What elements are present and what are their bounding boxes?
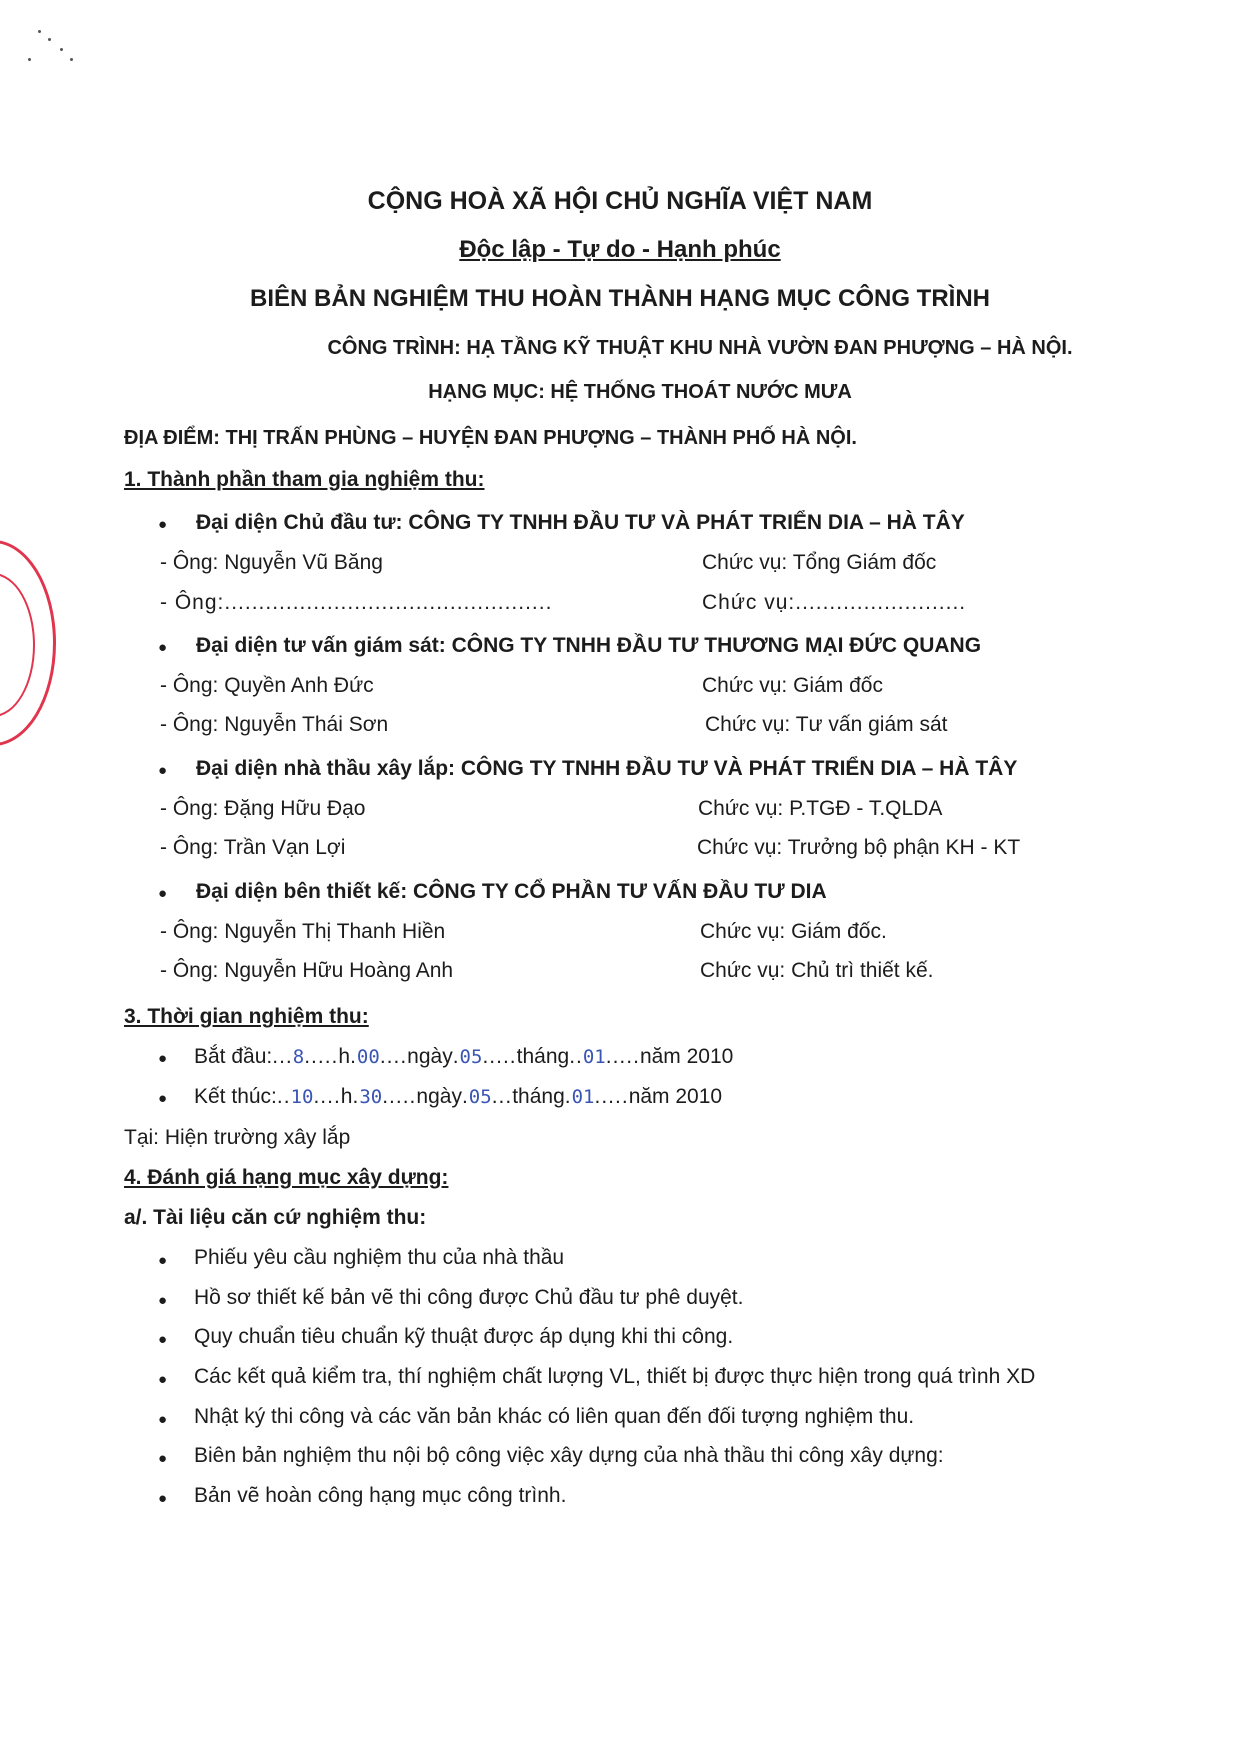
member-role: Chức vụ: P.TGĐ - T.QLDA <box>698 797 943 820</box>
scan-speck <box>38 30 41 33</box>
member-role: Chức vụ: Tư vấn giám sát <box>705 713 948 736</box>
day-label: ngày <box>416 1085 462 1108</box>
location: ĐỊA ĐIỂM: THỊ TRẤN PHÙNG – HUYỆN ĐAN PHƯỢNG – THÀNH PHỐ HÀ NỘI. <box>124 427 857 449</box>
end-label: Kết thúc: <box>194 1085 277 1108</box>
bullet-icon: ● <box>158 1252 168 1269</box>
start-month: 01 <box>582 1046 606 1068</box>
motto: Độc lập - Tự do - Hạnh phúc <box>459 236 781 263</box>
day-label: ngày <box>407 1045 453 1068</box>
member-name: - Ông: Nguyễn Hữu Hoàng Anh <box>160 959 454 982</box>
bullet-icon: ● <box>158 1490 168 1507</box>
member-role: Chức vụ: Chủ trì thiết kế. <box>700 959 934 982</box>
member-role: Chức vụ: Tổng Giám đốc <box>702 551 937 574</box>
end-day: 05 <box>468 1086 492 1108</box>
end-minute: 30 <box>359 1086 383 1108</box>
project-name: CÔNG TRÌNH: HẠ TẦNG KỸ THUẬT KHU NHÀ VƯỜN ĐAN PHƯỢNG – HÀ NỘI. <box>327 337 1073 359</box>
end-year: năm 2010 <box>628 1085 723 1108</box>
member-name: - Ông: Nguyễn Thị Thanh Hiền <box>160 920 446 943</box>
bullet-icon: ● <box>158 1411 168 1428</box>
start-time-line: Bắt đầu:...8.....h.00....ngày.05.....tháng..01.....năm 2010 <box>194 1045 734 1068</box>
doc-item: Nhật ký thi công và các văn bản khác có liên quan đến đối tượng nghiệm thu. <box>194 1405 915 1428</box>
start-label: Bắt đầu: <box>194 1045 273 1068</box>
section-4-heading: 4. Đánh giá hạng mục xây dựng: <box>124 1166 449 1189</box>
doc-item: Biên bản nghiệm thu nội bộ công việc xây dựng của nhà thầu thi công xây dựng: <box>194 1444 944 1467</box>
doc-item: Bản vẽ hoàn công hạng mục công trình. <box>194 1484 567 1507</box>
member-role: Chức vụ: Giám đốc. <box>700 920 887 943</box>
doc-item: Quy chuẩn tiêu chuẩn kỹ thuật được áp dụng khi thi công. <box>194 1325 734 1348</box>
document-title: BIÊN BẢN NGHIỆM THU HOÀN THÀNH HẠNG MỤC CÔNG TRÌNH <box>250 285 990 312</box>
doc-item: Các kết quả kiểm tra, thí nghiệm chất lượng VL, thiết bị được thực hiện trong quá trình XD <box>194 1365 1036 1388</box>
end-month: 01 <box>571 1086 595 1108</box>
scan-speck <box>48 38 51 41</box>
month-label: tháng <box>516 1045 570 1068</box>
country-heading: CỘNG HOÀ XÃ HỘI CHỦ NGHĨA VIỆT NAM <box>367 187 873 215</box>
scan-speck <box>28 58 31 61</box>
bullet-icon: ● <box>158 1090 168 1107</box>
member-name: - Ông: Nguyễn Vũ Băng <box>160 551 383 574</box>
hour-label: h <box>340 1085 353 1108</box>
doc-item: Hồ sơ thiết kế bản vẽ thi công được Chủ đầu tư phê duyệt. <box>194 1286 744 1309</box>
member-name: - Ông: Nguyễn Thái Sơn <box>160 713 389 736</box>
bullet-icon: ● <box>158 1450 168 1467</box>
bullet-icon: ● <box>158 639 168 656</box>
bullet-icon: ● <box>158 1371 168 1388</box>
end-hour: 10 <box>290 1086 314 1108</box>
group-title: Đại diện nhà thầu xây lắp: CÔNG TY TNHH ĐẦU TƯ VÀ PHÁT TRIỂN DIA – HÀ TÂY <box>196 757 1018 780</box>
seal-inner-ring <box>0 573 35 717</box>
subsection-a-heading: a/. Tài liệu căn cứ nghiệm thu: <box>124 1206 427 1229</box>
start-hour: 8 <box>292 1046 305 1068</box>
member-role: Chức vụ: Giám đốc <box>702 674 883 697</box>
group-title: Đại diện Chủ đầu tư: CÔNG TY TNHH ĐẦU TƯ VÀ PHÁT TRIỂN DIA – HÀ TÂY <box>196 511 965 534</box>
bullet-icon: ● <box>158 1292 168 1309</box>
acceptance-place: Tại: Hiện trường xây lắp <box>124 1126 351 1149</box>
start-minute: 00 <box>356 1046 380 1068</box>
group-title: Đại diện tư vấn giám sát: CÔNG TY TNHH ĐẦU TƯ THƯƠNG MẠI ĐỨC QUANG <box>196 634 982 657</box>
end-time-line: Kết thúc:..10....h.30.....ngày.05...tháng.01.....năm 2010 <box>194 1085 723 1108</box>
scan-speck <box>60 48 63 51</box>
member-role: Chức vụ: Trưởng bộ phận KH - KT <box>697 836 1021 859</box>
section-1-heading: 1. Thành phần tham gia nghiệm thu: <box>124 468 485 491</box>
red-seal-stamp <box>0 540 56 746</box>
bullet-icon: ● <box>158 885 168 902</box>
group-title: Đại diện bên thiết kế: CÔNG TY CỔ PHẦN TƯ VẤN ĐẦU TƯ DIA <box>196 880 827 903</box>
bullet-icon: ● <box>158 762 168 779</box>
hour-label: h <box>338 1045 351 1068</box>
start-year: năm 2010 <box>639 1045 734 1068</box>
member-name: - Ông: Đặng Hữu Đạo <box>160 797 366 820</box>
member-role-blank: Chức vụ:......................... <box>702 591 967 614</box>
member-name: - Ông: Trần Vạn Lợi <box>160 836 346 859</box>
section-3-heading: 3. Thời gian nghiệm thu: <box>124 1005 369 1028</box>
work-item: HẠNG MỤC: HỆ THỐNG THOÁT NƯỚC MƯA <box>428 381 852 403</box>
bullet-icon: ● <box>158 516 168 533</box>
member-name: - Ông: Quyền Anh Đức <box>160 674 374 697</box>
month-label: tháng <box>512 1085 565 1108</box>
scan-speck <box>70 58 73 61</box>
start-day: 05 <box>459 1046 483 1068</box>
bullet-icon: ● <box>158 1050 168 1067</box>
member-name-blank: - Ông:................................................ <box>160 591 553 614</box>
doc-item: Phiếu yêu cầu nghiệm thu của nhà thầu <box>194 1246 565 1269</box>
bullet-icon: ● <box>158 1331 168 1348</box>
